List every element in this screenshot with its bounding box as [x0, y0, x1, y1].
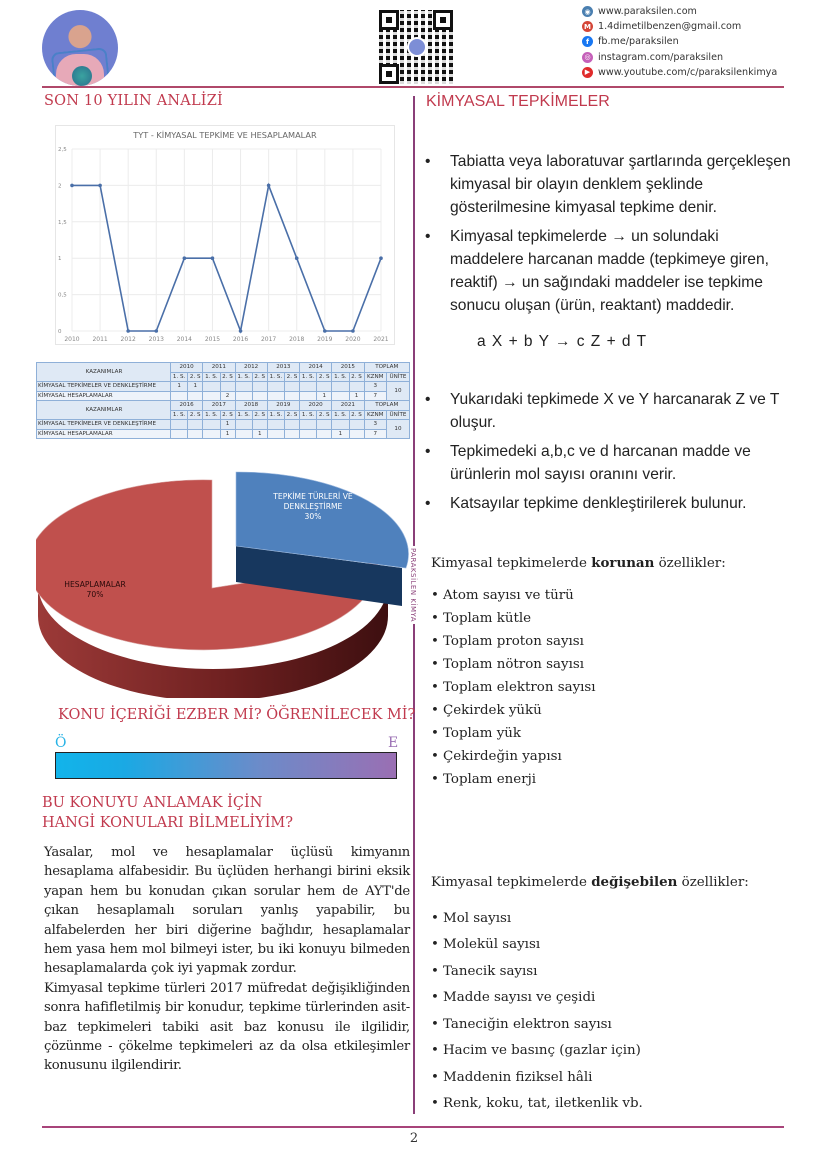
kznm-total: 3 — [364, 420, 386, 430]
web-icon: ◉ — [582, 6, 593, 17]
row-label: KİMYASAL HESAPLAMALAR — [37, 429, 171, 439]
svg-text:2012: 2012 — [120, 336, 136, 343]
property-text: Toplam yük — [443, 726, 522, 741]
bullet-icon: • — [431, 657, 439, 672]
table-cell — [300, 391, 317, 401]
bullet-item — [425, 388, 795, 434]
page-number: 2 — [409, 1131, 419, 1146]
table-row — [37, 420, 410, 430]
table-cell — [235, 429, 252, 439]
contact-text: instagram.com/paraksilen — [598, 51, 724, 63]
semester-2-header: 2. S — [317, 410, 332, 420]
memorize-question-title: KONU İÇERİĞİ EZBER Mİ? ÖĞRENİLECEK Mİ? — [58, 707, 416, 723]
property-text: Toplam kütle — [443, 611, 532, 626]
svg-text:2010: 2010 — [64, 336, 80, 343]
table-cell — [267, 429, 284, 439]
side-brand-label: PARAKSİLEN KİMYA — [409, 547, 417, 623]
changeable-list — [431, 905, 643, 1117]
table-cell — [235, 382, 252, 392]
property-item — [431, 699, 596, 722]
property-item — [431, 607, 596, 630]
property-item — [431, 1091, 643, 1118]
bullet-icon: • — [431, 990, 439, 1006]
prerequisites-text: Yasalar, mol ve hesaplamalar üçlüsü kimyanın hesaplama alfabesidir. Bu üçlüden herhangi birini eksik yapan hem bu konudan çıkan sorular hem de AYT'de çıkan hesaplamalı soruları yanlış yapabilir, bu alfabelerden her biri diğerine bağlıdır, hesaplamalar hem yasa hem mol bilmeyi ister, bu iki konuyu bilmeden hesaplamalarda çok iyi yapmak zordur. Kimyasal tepkime türleri 2017 müfredat değişikliğinden sonra hafifletilmiş bir konudur, tepkime türlerinden asit-baz tepkimeleri tabiki asit baz konusu ile ilgilidir, çözünme - çökelme tepkimeleri az da olsa etkileşimler konusunu ilgilendirir. — [44, 845, 410, 1074]
semester-2-header: 2. S — [349, 410, 364, 420]
youtube-icon: ▶ — [582, 67, 593, 78]
svg-text:2018: 2018 — [289, 336, 305, 343]
property-item — [431, 768, 596, 791]
table-cell — [285, 429, 300, 439]
table-cell — [252, 391, 267, 401]
table-cell: 1 — [349, 391, 364, 401]
unite-total: 10 — [386, 382, 409, 401]
contact-text: www.paraksilen.com — [598, 6, 697, 18]
year-header: 2010 — [171, 363, 203, 373]
table-cell — [171, 420, 188, 430]
changeable-heading: Kimyasal tepkimelerde değişebilen özellikler: — [431, 874, 749, 890]
contact-text: 1.4dimetilbenzen@gmail.com — [598, 21, 742, 33]
semester-2-header: 2. S — [285, 410, 300, 420]
table-cell: 1 — [188, 382, 203, 392]
svg-text:2011: 2011 — [92, 336, 108, 343]
property-item — [431, 932, 643, 959]
property-text: Renk, koku, tat, iletkenlik vb. — [443, 1096, 643, 1112]
footer-rule — [42, 1126, 784, 1128]
table-row — [37, 429, 410, 439]
svg-text:1,5: 1,5 — [58, 219, 67, 226]
table-cell: 1 — [220, 420, 235, 430]
table-cell — [317, 382, 332, 392]
table-cell — [300, 420, 317, 430]
svg-text:2,5: 2,5 — [58, 147, 67, 153]
contact-instagram[interactable] — [582, 50, 777, 65]
year-header: 2011 — [203, 363, 235, 373]
semester-2-header: 2. S — [252, 372, 267, 382]
svg-text:2020: 2020 — [345, 336, 361, 343]
contact-facebook[interactable] — [582, 34, 777, 49]
topic-title: KİMYASAL TEPKİMELER — [426, 93, 610, 110]
table-cell — [220, 382, 235, 392]
semester-1-header: 1. S. — [235, 372, 252, 382]
property-text: Atom sayısı ve türü — [443, 588, 574, 603]
kazanimlar-header: KAZANIMLAR — [37, 401, 171, 420]
kznm-total: 7 — [364, 391, 386, 401]
bullet-icon: • — [431, 749, 439, 764]
bullet-item — [425, 225, 795, 317]
table-cell — [349, 382, 364, 392]
unite-header: ÜNİTE — [386, 410, 409, 420]
semester-2-header: 2. S — [220, 372, 235, 382]
semester-2-header: 2. S — [317, 372, 332, 382]
table-cell — [267, 391, 284, 401]
table-cell — [188, 420, 203, 430]
bullet-text: Tepkimedeki a,b,c ve d harcanan madde ve ürünlerin mol sayısı oranını verir. — [450, 443, 751, 483]
kznm-header: KZNM — [364, 410, 386, 420]
svg-text:2013: 2013 — [148, 336, 164, 343]
svg-text:0: 0 — [58, 329, 62, 335]
gmail-icon: M — [582, 21, 593, 32]
semester-1-header: 1. S. — [267, 410, 284, 420]
definition-bullets — [425, 150, 795, 323]
table-cell — [332, 391, 349, 401]
bullet-icon: • — [431, 680, 439, 695]
semester-2-header: 2. S — [220, 410, 235, 420]
semester-1-header: 1. S. — [171, 410, 188, 420]
year-header: 2016 — [171, 401, 203, 411]
bullet-icon: • — [431, 937, 439, 953]
svg-text:2015: 2015 — [204, 336, 221, 343]
table-cell — [285, 382, 300, 392]
property-text: Hacim ve basınç (gazlar için) — [443, 1043, 641, 1059]
table-cell — [300, 382, 317, 392]
property-text: Toplam enerji — [443, 772, 537, 787]
bullet-icon: • — [431, 772, 439, 787]
svg-text:1: 1 — [58, 256, 62, 263]
svg-text:2019: 2019 — [317, 336, 333, 343]
row-label: KİMYASAL TEPKİMELER VE DENKLEŞTİRME — [37, 382, 171, 392]
property-item — [431, 1064, 643, 1091]
kznm-header: KZNM — [364, 372, 386, 382]
semester-1-header: 1. S. — [332, 372, 349, 382]
property-item — [431, 653, 596, 676]
analysis-title: SON 10 YILIN ANALİZİ — [44, 93, 223, 109]
table-cell — [332, 382, 349, 392]
bullet-item — [425, 440, 795, 486]
year-header: 2019 — [267, 401, 299, 411]
bullet-icon: • — [431, 611, 439, 626]
bullet-text: Katsayılar tepkime denkleştirilerek bulunur. — [450, 495, 747, 512]
table-cell: 1 — [252, 429, 267, 439]
property-item — [431, 630, 596, 653]
bullet-icon: • — [431, 726, 439, 741]
qr-code[interactable] — [379, 10, 453, 84]
scale-right-label: E — [388, 735, 399, 751]
table-row — [37, 391, 410, 401]
svg-text:2017: 2017 — [260, 336, 277, 343]
property-text: Toplam nötron sayısı — [443, 657, 585, 672]
semester-2-header: 2. S — [188, 410, 203, 420]
property-item — [431, 1011, 643, 1038]
toplam-header: TOPLAM — [364, 401, 410, 411]
year-header: 2018 — [235, 401, 267, 411]
bullet-icon: • — [431, 634, 439, 649]
avatar-globe — [72, 66, 92, 86]
bullet-icon: • — [425, 443, 431, 460]
svg-text:2014: 2014 — [176, 336, 193, 343]
semester-1-header: 1. S. — [235, 410, 252, 420]
bullet-text: Yukarıdaki tepkimede X ve Y harcanarak Z ve T oluşur. — [450, 391, 780, 431]
unite-total: 10 — [386, 420, 409, 439]
table-cell — [285, 420, 300, 430]
kazanimlar-header: KAZANIMLAR — [37, 363, 171, 382]
bullet-item — [425, 150, 795, 219]
property-item — [431, 905, 643, 932]
year-header: 2021 — [332, 401, 364, 411]
table-cell — [171, 429, 188, 439]
table-cell — [235, 420, 252, 430]
property-text: Mol sayısı — [443, 910, 512, 926]
prerequisites-title: BU KONUYU ANLAMAK İÇİN HANGİ KONULARI BİLMELİYİM? — [42, 795, 294, 831]
table-cell — [252, 420, 267, 430]
table-cell — [203, 420, 220, 430]
chart-title: TYT - KİMYASAL TEPKİME VE HESAPLAMALAR — [133, 130, 317, 140]
contact-text: fb.me/paraksilen — [598, 36, 679, 48]
year-header: 2020 — [300, 401, 332, 411]
table-cell — [267, 420, 284, 430]
table-cell: 1 — [220, 429, 235, 439]
table-cell — [317, 420, 332, 430]
semester-2-header: 2. S — [188, 372, 203, 382]
table-cell — [349, 420, 364, 430]
kznm-total: 7 — [364, 429, 386, 439]
bullet-icon: • — [431, 1016, 439, 1032]
bullet-icon: • — [425, 495, 431, 512]
bullet-icon: • — [425, 153, 431, 170]
property-text: Toplam elektron sayısı — [443, 680, 596, 695]
semester-2-header: 2. S — [285, 372, 300, 382]
row-label: KİMYASAL TEPKİMELER VE DENKLEŞTİRME — [37, 420, 171, 430]
table-cell — [235, 391, 252, 401]
property-text: Çekirdeğin yapısı — [443, 749, 562, 764]
year-header: 2012 — [235, 363, 267, 373]
property-item — [431, 676, 596, 699]
contact-youtube[interactable] — [582, 65, 777, 80]
contact-web[interactable] — [582, 4, 777, 19]
chart-plot — [56, 126, 396, 346]
outcomes-table — [36, 362, 410, 439]
conserved-heading: Kimyasal tepkimelerde korunan özellikler: — [431, 555, 726, 571]
bullet-icon: • — [431, 1096, 439, 1112]
unite-header: ÜNİTE — [386, 372, 409, 382]
semester-1-header: 1. S. — [203, 410, 220, 420]
bullet-icon: • — [431, 703, 439, 718]
year-header: 2014 — [300, 363, 332, 373]
contact-list — [582, 4, 777, 80]
property-item — [431, 722, 596, 745]
general-equation: a X + b Y → c Z + d T — [477, 333, 647, 350]
table-cell — [300, 429, 317, 439]
table-cell: 1 — [171, 382, 188, 392]
instagram-icon: ◎ — [582, 52, 593, 63]
property-item — [431, 745, 596, 768]
property-text: Taneciğin elektron sayısı — [443, 1016, 612, 1032]
contact-gmail[interactable] — [582, 19, 777, 34]
svg-text:2: 2 — [58, 183, 62, 190]
table-cell — [267, 382, 284, 392]
conserved-list — [431, 584, 596, 791]
semester-1-header: 1. S. — [203, 372, 220, 382]
year-header: 2017 — [203, 401, 235, 411]
toplam-header: TOPLAM — [364, 363, 410, 373]
bullet-icon: • — [431, 1069, 439, 1085]
semester-2-header: 2. S — [349, 372, 364, 382]
bullet-icon: • — [431, 588, 439, 603]
author-avatar — [42, 10, 118, 86]
pie-chart — [36, 466, 412, 698]
pie-label-tepkime: TEPKİME TÜRLERİ VE DENKLEŞTİRME 30% — [273, 492, 353, 521]
table-cell: 1 — [332, 429, 349, 439]
semester-1-header: 1. S. — [171, 372, 188, 382]
equation-bullets — [425, 388, 795, 521]
bullet-item — [425, 492, 795, 515]
bullet-icon: • — [431, 1043, 439, 1059]
property-item — [431, 584, 596, 607]
line-chart — [55, 125, 395, 345]
facebook-icon: f — [582, 36, 593, 47]
header-rule — [42, 86, 784, 88]
kznm-total: 3 — [364, 382, 386, 392]
bullet-icon: • — [431, 963, 439, 979]
svg-text:0,5: 0,5 — [58, 292, 67, 299]
table-cell — [285, 391, 300, 401]
bullet-icon: • — [425, 228, 431, 245]
contact-text: www.youtube.com/c/paraksilenkimya — [598, 66, 778, 78]
qr-avatar — [407, 37, 427, 57]
table-cell — [203, 391, 220, 401]
semester-1-header: 1. S. — [300, 372, 317, 382]
year-header: 2015 — [332, 363, 364, 373]
property-item — [431, 985, 643, 1012]
bullet-text: Tabiatta veya laboratuvar şartlarında gerçekleşen kimyasal bir olayın denklem şeklinde gösterilmesine kimyasal tepkime denir. — [450, 153, 791, 216]
pie-label-hesaplamalar: HESAPLAMALAR 70% — [64, 580, 126, 599]
table-cell — [317, 429, 332, 439]
bullet-icon: • — [431, 910, 439, 926]
table-cell — [188, 429, 203, 439]
property-text: Çekirdek yükü — [443, 703, 542, 718]
property-text: Madde sayısı ve çeşidi — [443, 990, 596, 1006]
table-cell — [203, 382, 220, 392]
property-item — [431, 1038, 643, 1065]
property-text: Toplam proton sayısı — [443, 634, 584, 649]
table-cell — [349, 429, 364, 439]
svg-text:2021: 2021 — [373, 336, 389, 343]
table-cell — [252, 382, 267, 392]
semester-2-header: 2. S — [252, 410, 267, 420]
table-cell — [171, 391, 188, 401]
property-text: Tanecik sayısı — [443, 963, 538, 979]
property-item — [431, 958, 643, 985]
semester-1-header: 1. S. — [332, 410, 349, 420]
table-cell — [188, 391, 203, 401]
year-header: 2013 — [267, 363, 299, 373]
property-text: Maddenin fiziksel hâli — [443, 1069, 593, 1085]
semester-1-header: 1. S. — [267, 372, 284, 382]
table-row — [37, 382, 410, 392]
scale-left-label: Ö — [55, 735, 67, 751]
bullet-text: Kimyasal tepkimelerde → un solundaki maddelere harcanan madde (tepkimeye giren, reaktif) → un sağındaki maddeler ise tepkime sonucu oluşan (ürün, reaktant) maddedir. — [450, 228, 769, 314]
row-label: KİMYASAL HESAPLAMALAR — [37, 391, 171, 401]
svg-text:2016: 2016 — [232, 336, 249, 343]
table-cell — [332, 420, 349, 430]
table-cell — [203, 429, 220, 439]
property-text: Molekül sayısı — [443, 937, 541, 953]
bullet-icon: • — [425, 391, 431, 408]
learn-memorize-scale — [55, 752, 397, 779]
semester-1-header: 1. S. — [300, 410, 317, 420]
table-cell: 1 — [317, 391, 332, 401]
table-cell: 2 — [220, 391, 235, 401]
